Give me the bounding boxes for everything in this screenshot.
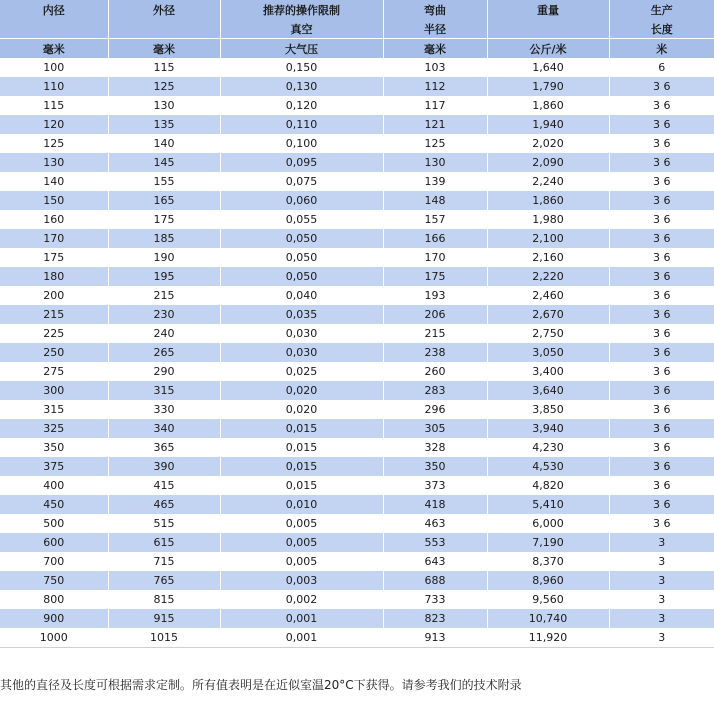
- cell-bend-radius: 260: [383, 362, 487, 381]
- cell-length: 3 6: [609, 210, 714, 229]
- cell-vacuum-limit: 0,130: [220, 77, 383, 96]
- table-row: [0, 552, 714, 571]
- cell-vacuum-limit: 0,015: [220, 457, 383, 476]
- cell-outer-diameter: 340: [108, 419, 220, 438]
- table-row: [0, 172, 714, 191]
- header-sub-vacuum: 真空: [220, 19, 383, 39]
- table-row: [0, 58, 714, 77]
- cell-weight: 6,000: [487, 514, 609, 533]
- cell-outer-diameter: 115: [108, 58, 220, 77]
- table-row: [0, 381, 714, 400]
- cell-weight: 8,370: [487, 552, 609, 571]
- cell-bend-radius: 373: [383, 476, 487, 495]
- cell-inner-diameter: 200: [0, 286, 108, 305]
- cell-inner-diameter: 450: [0, 495, 108, 514]
- cell-outer-diameter: 915: [108, 609, 220, 628]
- cell-inner-diameter: 600: [0, 533, 108, 552]
- table-row: [0, 229, 714, 248]
- cell-length: 3 6: [609, 267, 714, 286]
- cell-inner-diameter: 100: [0, 58, 108, 77]
- cell-outer-diameter: 1015: [108, 628, 220, 648]
- cell-weight: 2,100: [487, 229, 609, 248]
- cell-bend-radius: 463: [383, 514, 487, 533]
- header-sub-empty: [108, 19, 220, 39]
- cell-bend-radius: 350: [383, 457, 487, 476]
- cell-inner-diameter: 120: [0, 115, 108, 134]
- header-row-units: [0, 39, 714, 59]
- cell-length: 3 6: [609, 229, 714, 248]
- cell-weight: 3,850: [487, 400, 609, 419]
- cell-vacuum-limit: 0,060: [220, 191, 383, 210]
- cell-outer-diameter: 175: [108, 210, 220, 229]
- cell-weight: 2,090: [487, 153, 609, 172]
- cell-outer-diameter: 815: [108, 590, 220, 609]
- cell-inner-diameter: 700: [0, 552, 108, 571]
- cell-length: 3 6: [609, 419, 714, 438]
- cell-inner-diameter: 500: [0, 514, 108, 533]
- table-row: [0, 419, 714, 438]
- cell-weight: 1,640: [487, 58, 609, 77]
- cell-bend-radius: 283: [383, 381, 487, 400]
- cell-vacuum-limit: 0,025: [220, 362, 383, 381]
- cell-bend-radius: 148: [383, 191, 487, 210]
- cell-outer-diameter: 230: [108, 305, 220, 324]
- header-inner-diameter: 内径: [0, 0, 108, 19]
- cell-bend-radius: 170: [383, 248, 487, 267]
- cell-bend-radius: 215: [383, 324, 487, 343]
- table-row: [0, 134, 714, 153]
- cell-bend-radius: 238: [383, 343, 487, 362]
- cell-length: 3 6: [609, 172, 714, 191]
- cell-bend-radius: 643: [383, 552, 487, 571]
- cell-weight: 1,940: [487, 115, 609, 134]
- cell-outer-diameter: 315: [108, 381, 220, 400]
- cell-inner-diameter: 1000: [0, 628, 108, 648]
- cell-weight: 2,020: [487, 134, 609, 153]
- cell-bend-radius: 121: [383, 115, 487, 134]
- cell-bend-radius: 157: [383, 210, 487, 229]
- cell-inner-diameter: 180: [0, 267, 108, 286]
- cell-vacuum-limit: 0,003: [220, 571, 383, 590]
- cell-inner-diameter: 250: [0, 343, 108, 362]
- table-row: [0, 248, 714, 267]
- cell-bend-radius: 117: [383, 96, 487, 115]
- cell-vacuum-limit: 0,100: [220, 134, 383, 153]
- cell-vacuum-limit: 0,002: [220, 590, 383, 609]
- header-outer-diameter: 外径: [108, 0, 220, 19]
- cell-outer-diameter: 140: [108, 134, 220, 153]
- cell-bend-radius: 688: [383, 571, 487, 590]
- cell-bend-radius: 206: [383, 305, 487, 324]
- cell-bend-radius: 103: [383, 58, 487, 77]
- cell-outer-diameter: 135: [108, 115, 220, 134]
- cell-outer-diameter: 390: [108, 457, 220, 476]
- unit-inner-diameter: 毫米: [0, 39, 108, 59]
- cell-inner-diameter: 800: [0, 590, 108, 609]
- cell-outer-diameter: 415: [108, 476, 220, 495]
- cell-weight: 1,860: [487, 96, 609, 115]
- header-row-subtitles: [0, 19, 714, 39]
- cell-length: 3 6: [609, 115, 714, 134]
- cell-bend-radius: 296: [383, 400, 487, 419]
- cell-length: 3 6: [609, 514, 714, 533]
- cell-outer-diameter: 215: [108, 286, 220, 305]
- cell-length: 3 6: [609, 362, 714, 381]
- cell-length: 3 6: [609, 305, 714, 324]
- table-row: [0, 438, 714, 457]
- table-row: [0, 77, 714, 96]
- header-bend: 弯曲: [383, 0, 487, 19]
- cell-outer-diameter: 130: [108, 96, 220, 115]
- cell-bend-radius: 130: [383, 153, 487, 172]
- cell-vacuum-limit: 0,040: [220, 286, 383, 305]
- cell-weight: 1,980: [487, 210, 609, 229]
- header-sub-radius: 半径: [383, 19, 487, 39]
- cell-inner-diameter: 400: [0, 476, 108, 495]
- table-row: [0, 533, 714, 552]
- table-row: [0, 362, 714, 381]
- table-row: [0, 343, 714, 362]
- cell-bend-radius: 305: [383, 419, 487, 438]
- cell-bend-radius: 193: [383, 286, 487, 305]
- cell-length: 3: [609, 552, 714, 571]
- cell-weight: 2,460: [487, 286, 609, 305]
- header-sub-empty: [0, 19, 108, 39]
- table-row: [0, 476, 714, 495]
- cell-bend-radius: 913: [383, 628, 487, 648]
- cell-outer-diameter: 265: [108, 343, 220, 362]
- cell-inner-diameter: 375: [0, 457, 108, 476]
- cell-outer-diameter: 615: [108, 533, 220, 552]
- cell-length: 3: [609, 628, 714, 648]
- cell-outer-diameter: 125: [108, 77, 220, 96]
- cell-inner-diameter: 900: [0, 609, 108, 628]
- cell-vacuum-limit: 0,010: [220, 495, 383, 514]
- cell-vacuum-limit: 0,050: [220, 248, 383, 267]
- cell-length: 3 6: [609, 438, 714, 457]
- cell-length: 3 6: [609, 191, 714, 210]
- cell-inner-diameter: 140: [0, 172, 108, 191]
- cell-inner-diameter: 125: [0, 134, 108, 153]
- cell-vacuum-limit: 0,150: [220, 58, 383, 77]
- header-sub-empty: [487, 19, 609, 39]
- cell-length: 6: [609, 58, 714, 77]
- cell-length: 3 6: [609, 457, 714, 476]
- unit-bend-radius: 毫米: [383, 39, 487, 59]
- cell-bend-radius: 328: [383, 438, 487, 457]
- cell-inner-diameter: 110: [0, 77, 108, 96]
- cell-bend-radius: 418: [383, 495, 487, 514]
- cell-inner-diameter: 750: [0, 571, 108, 590]
- cell-bend-radius: 125: [383, 134, 487, 153]
- cell-outer-diameter: 145: [108, 153, 220, 172]
- cell-inner-diameter: 150: [0, 191, 108, 210]
- unit-pressure: 大气压: [220, 39, 383, 59]
- cell-outer-diameter: 155: [108, 172, 220, 191]
- cell-vacuum-limit: 0,050: [220, 267, 383, 286]
- cell-inner-diameter: 160: [0, 210, 108, 229]
- cell-vacuum-limit: 0,001: [220, 609, 383, 628]
- cell-vacuum-limit: 0,001: [220, 628, 383, 648]
- cell-bend-radius: 166: [383, 229, 487, 248]
- cell-inner-diameter: 175: [0, 248, 108, 267]
- cell-bend-radius: 553: [383, 533, 487, 552]
- cell-inner-diameter: 275: [0, 362, 108, 381]
- cell-length: 3 6: [609, 324, 714, 343]
- cell-inner-diameter: 170: [0, 229, 108, 248]
- table-row: [0, 286, 714, 305]
- cell-weight: 2,750: [487, 324, 609, 343]
- cell-weight: 4,530: [487, 457, 609, 476]
- table-row: [0, 590, 714, 609]
- cell-outer-diameter: 290: [108, 362, 220, 381]
- table-body: [0, 58, 714, 648]
- cell-inner-diameter: 350: [0, 438, 108, 457]
- cell-inner-diameter: 325: [0, 419, 108, 438]
- cell-vacuum-limit: 0,005: [220, 533, 383, 552]
- cell-weight: 4,820: [487, 476, 609, 495]
- table-row: [0, 514, 714, 533]
- cell-vacuum-limit: 0,020: [220, 381, 383, 400]
- cell-vacuum-limit: 0,015: [220, 438, 383, 457]
- cell-outer-diameter: 465: [108, 495, 220, 514]
- cell-weight: 9,560: [487, 590, 609, 609]
- cell-weight: 8,960: [487, 571, 609, 590]
- table-row: [0, 115, 714, 134]
- cell-weight: 1,790: [487, 77, 609, 96]
- cell-weight: 3,400: [487, 362, 609, 381]
- cell-outer-diameter: 365: [108, 438, 220, 457]
- cell-weight: 3,940: [487, 419, 609, 438]
- cell-vacuum-limit: 0,055: [220, 210, 383, 229]
- cell-vacuum-limit: 0,015: [220, 419, 383, 438]
- table-row: [0, 305, 714, 324]
- unit-weight: 公斤/米: [487, 39, 609, 59]
- cell-vacuum-limit: 0,120: [220, 96, 383, 115]
- cell-length: 3 6: [609, 248, 714, 267]
- cell-outer-diameter: 185: [108, 229, 220, 248]
- cell-weight: 2,220: [487, 267, 609, 286]
- cell-bend-radius: 175: [383, 267, 487, 286]
- footnote: 其他的直径及长度可根据需求定制。所有值表明是在近似室温20°C下获得。请参考我们的技术附录: [0, 678, 522, 692]
- cell-vacuum-limit: 0,030: [220, 343, 383, 362]
- cell-weight: 3,640: [487, 381, 609, 400]
- unit-length: 米: [609, 39, 714, 59]
- cell-length: 3 6: [609, 476, 714, 495]
- cell-vacuum-limit: 0,095: [220, 153, 383, 172]
- header-weight: 重量: [487, 0, 609, 19]
- cell-vacuum-limit: 0,020: [220, 400, 383, 419]
- cell-inner-diameter: 115: [0, 96, 108, 115]
- cell-outer-diameter: 515: [108, 514, 220, 533]
- cell-inner-diameter: 315: [0, 400, 108, 419]
- table-row: [0, 324, 714, 343]
- table-row: [0, 267, 714, 286]
- cell-vacuum-limit: 0,005: [220, 552, 383, 571]
- cell-length: 3 6: [609, 400, 714, 419]
- cell-length: 3: [609, 609, 714, 628]
- cell-weight: 4,230: [487, 438, 609, 457]
- table-row: [0, 457, 714, 476]
- cell-length: 3: [609, 590, 714, 609]
- cell-length: 3 6: [609, 381, 714, 400]
- cell-outer-diameter: 195: [108, 267, 220, 286]
- cell-outer-diameter: 165: [108, 191, 220, 210]
- cell-weight: 2,160: [487, 248, 609, 267]
- header-row-titles: [0, 0, 714, 19]
- cell-weight: 10,740: [487, 609, 609, 628]
- unit-outer-diameter: 毫米: [108, 39, 220, 59]
- cell-vacuum-limit: 0,005: [220, 514, 383, 533]
- cell-vacuum-limit: 0,035: [220, 305, 383, 324]
- cell-weight: 7,190: [487, 533, 609, 552]
- cell-inner-diameter: 130: [0, 153, 108, 172]
- table-row: [0, 153, 714, 172]
- cell-weight: 11,920: [487, 628, 609, 648]
- table-row: [0, 628, 714, 648]
- cell-weight: 2,240: [487, 172, 609, 191]
- table-row: [0, 609, 714, 628]
- header-operating-limit: 推荐的操作限制: [220, 0, 383, 19]
- header-production: 生产: [609, 0, 714, 19]
- table-row: [0, 495, 714, 514]
- table-row: [0, 210, 714, 229]
- cell-length: 3 6: [609, 134, 714, 153]
- cell-length: 3 6: [609, 343, 714, 362]
- cell-length: 3 6: [609, 96, 714, 115]
- cell-bend-radius: 139: [383, 172, 487, 191]
- cell-vacuum-limit: 0,075: [220, 172, 383, 191]
- cell-inner-diameter: 300: [0, 381, 108, 400]
- cell-inner-diameter: 225: [0, 324, 108, 343]
- cell-vacuum-limit: 0,030: [220, 324, 383, 343]
- cell-length: 3: [609, 533, 714, 552]
- table-row: [0, 571, 714, 590]
- table-row: [0, 96, 714, 115]
- cell-inner-diameter: 215: [0, 305, 108, 324]
- cell-outer-diameter: 765: [108, 571, 220, 590]
- cell-outer-diameter: 330: [108, 400, 220, 419]
- cell-length: 3 6: [609, 286, 714, 305]
- cell-outer-diameter: 715: [108, 552, 220, 571]
- cell-weight: 3,050: [487, 343, 609, 362]
- table-row: [0, 400, 714, 419]
- cell-length: 3: [609, 571, 714, 590]
- cell-vacuum-limit: 0,050: [220, 229, 383, 248]
- cell-outer-diameter: 190: [108, 248, 220, 267]
- cell-weight: 5,410: [487, 495, 609, 514]
- cell-outer-diameter: 240: [108, 324, 220, 343]
- cell-bend-radius: 823: [383, 609, 487, 628]
- cell-vacuum-limit: 0,015: [220, 476, 383, 495]
- cell-bend-radius: 112: [383, 77, 487, 96]
- header-sub-length: 长度: [609, 19, 714, 39]
- table-row: [0, 191, 714, 210]
- cell-length: 3 6: [609, 77, 714, 96]
- cell-bend-radius: 733: [383, 590, 487, 609]
- cell-length: 3 6: [609, 153, 714, 172]
- cell-length: 3 6: [609, 495, 714, 514]
- cell-vacuum-limit: 0,110: [220, 115, 383, 134]
- cell-weight: 2,670: [487, 305, 609, 324]
- cell-weight: 1,860: [487, 191, 609, 210]
